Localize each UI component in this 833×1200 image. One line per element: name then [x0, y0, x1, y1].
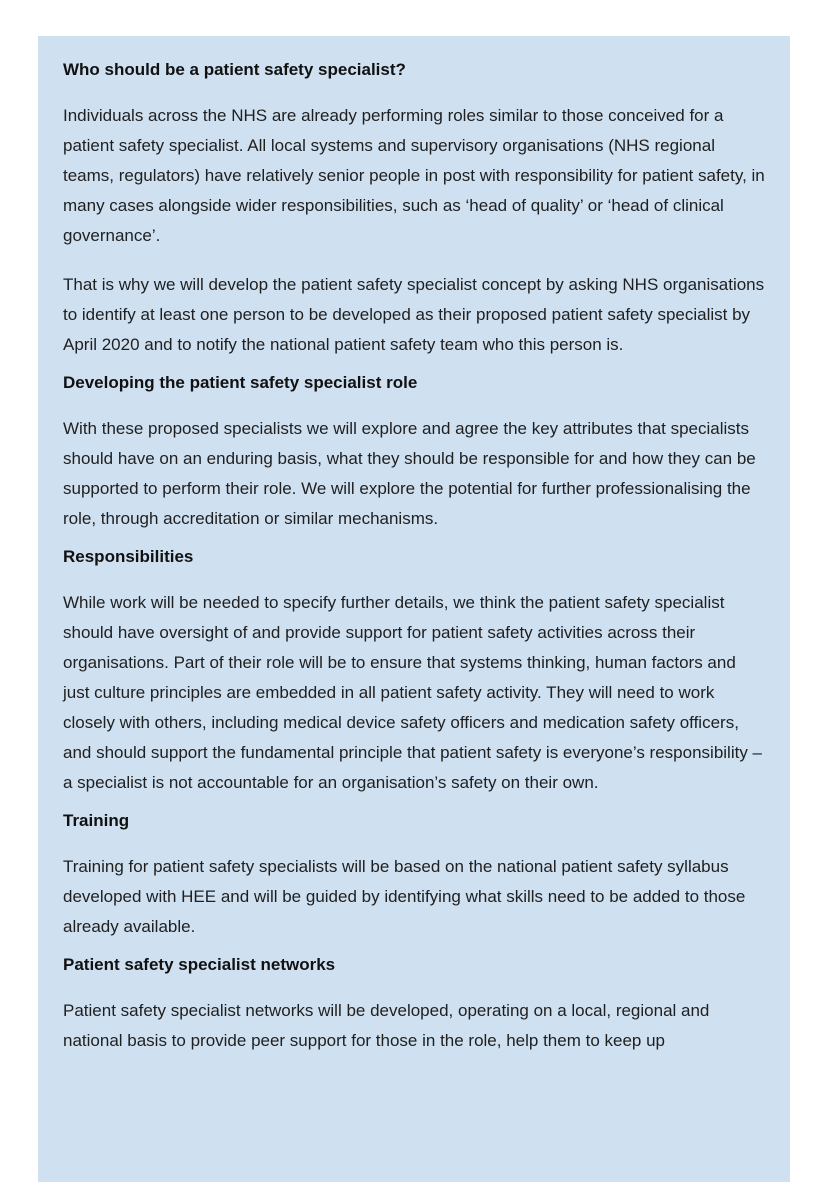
paragraph-developing: With these proposed specialists we will explore and agree the key attributes that specialists should have on an enduring basis, what they should be responsible for and how they can be supported to perform their role. We will explore the potential for further professionalising the role, through accreditation or similar mechanisms.: [63, 419, 756, 528]
info-panel: [38, 36, 790, 1182]
section-heading-who: Who should be a patient safety specialist?: [63, 60, 406, 79]
paragraph-networks: Patient safety specialist networks will be developed, operating on a local, regional and national basis to provide peer support for those in the role, help them to keep up: [63, 1001, 710, 1050]
section-heading-training: Training: [63, 811, 130, 830]
section-heading-developing: Developing the patient safety specialist role: [63, 373, 418, 392]
paragraph-who-2: That is why we will develop the patient safety specialist concept by asking NHS organisations to identify at least one person to be developed as their proposed patient safety specialist by April 2020 and to notify the national patient safety team who this person is.: [63, 275, 765, 354]
paragraph-responsibilities: While work will be needed to specify further details, we think the patient safety specialist should have oversight of and provide support for patient safety activities across their organisations. Part of their role will be to ensure that systems thinking, human factors and just culture principles are embedded in all patient safety activity. They will need to work closely with others, including medical device safety officers and medication safety officers, and should support the fundamental principle that patient safety is everyone’s responsibility – a specialist is not accountable for an organisation’s safety on their own.: [63, 593, 763, 792]
section-heading-networks: Patient safety specialist networks: [63, 955, 336, 974]
paragraph-who-1: Individuals across the NHS are already performing roles similar to those conceived for a patient safety specialist. All local systems and supervisory organisations (NHS regional teams, regulators) have relatively senior people in post with responsibility for patient safety, in many cases alongside wider responsibilities, such as ‘head of quality’ or ‘head of clinical governance’.: [63, 106, 765, 245]
section-heading-responsibilities: Responsibilities: [63, 547, 194, 566]
paragraph-training: Training for patient safety specialists will be based on the national patient safety syllabus developed with HEE and will be guided by identifying what skills need to be added to those already available.: [63, 857, 746, 936]
